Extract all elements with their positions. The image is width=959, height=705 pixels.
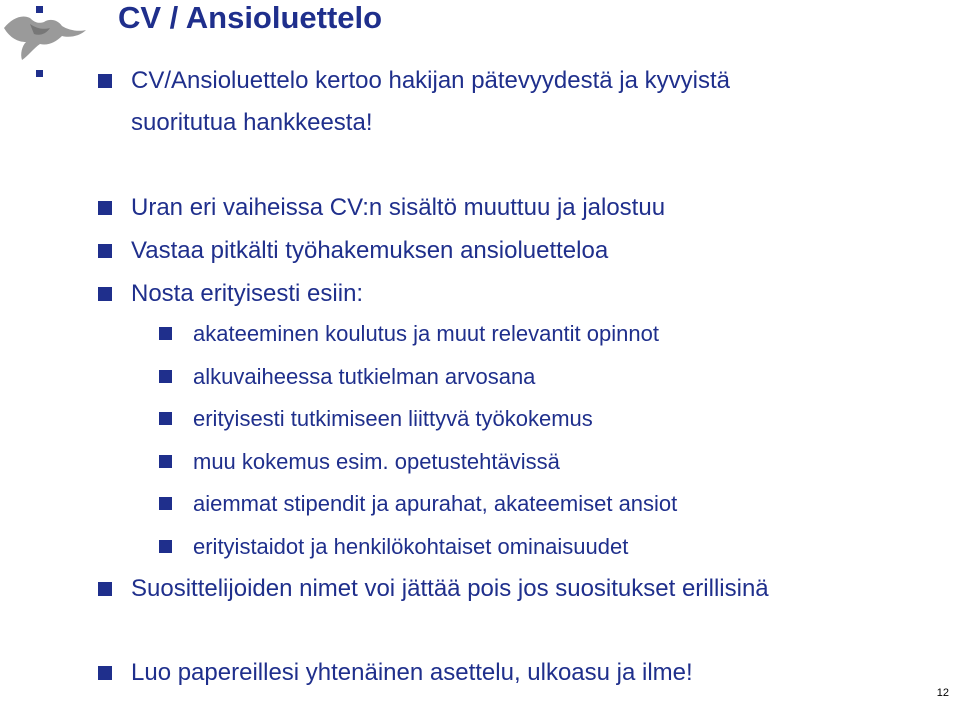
university-logo [0, 0, 92, 82]
bullet-references [131, 574, 769, 603]
bullet-text: Vastaa pitkälti työhakemuksen ansioluetteloa [131, 237, 609, 264]
bullet-square-icon [159, 327, 172, 340]
bullet-text: Suosittelijoiden nimet voi jättää pois jos suositukset erillisinä [131, 575, 769, 602]
sub-bullet-grants [193, 491, 677, 517]
bullet-square-icon [98, 582, 112, 596]
bullet-square-icon [159, 455, 172, 468]
sub-bullet-skills [193, 534, 628, 560]
bullet-text: alkuvaiheessa tutkielman arvosana [193, 364, 536, 389]
bullet-cv-purpose [131, 66, 730, 95]
bullet-text: aiemmat stipendit ja apurahat, akateemiset ansiot [193, 491, 678, 516]
sub-bullet-research-experience [193, 406, 593, 432]
bullet-square-icon [159, 540, 172, 553]
bullet-square-icon [159, 370, 172, 383]
bullet-text: Nosta erityisesti esiin: [131, 280, 364, 307]
bullet-square-icon [98, 666, 112, 680]
bullet-text: erityisesti tutkimiseen liittyvä työkokemus [193, 406, 593, 431]
bullet-text: CV/Ansioluettelo kertoo hakijan pätevyydestä ja kyvyistä [131, 67, 730, 94]
sub-bullet-education [193, 321, 659, 347]
bullet-career-stages [131, 193, 665, 222]
bullet-square-icon [159, 497, 172, 510]
slide-title: CV / Ansioluettelo [118, 0, 383, 35]
bullet-square-icon [98, 287, 112, 301]
bullet-text: Uran eri vaiheissa CV:n sisältö muuttuu ja jalostuu [131, 194, 666, 221]
bullet-square-icon [98, 74, 112, 88]
bullet-square-icon [159, 412, 172, 425]
bullet-square-icon [98, 244, 112, 258]
bullet-text: Luo papereillesi yhtenäinen asettelu, ulkoasu ja ilme! [131, 659, 693, 686]
bullet-cv-purpose-cont [131, 108, 373, 137]
bullet-text: akateeminen koulutus ja muut relevantit opinnot [193, 321, 659, 346]
bullet-text: muu kokemus esim. opetustehtävissä [193, 449, 560, 474]
page-number: 12 [936, 687, 949, 699]
bullet-job-cv [131, 236, 608, 265]
sub-bullet-thesis-grade [193, 364, 535, 390]
bullet-layout [131, 658, 693, 687]
bullet-square-icon [98, 201, 112, 215]
bullet-text: suoritutua hankkeesta! [131, 109, 373, 136]
bullet-text: erityistaidot ja henkilökohtaiset ominaisuudet [193, 534, 629, 559]
bullet-highlight [131, 279, 363, 308]
sub-bullet-other-experience [193, 449, 560, 475]
